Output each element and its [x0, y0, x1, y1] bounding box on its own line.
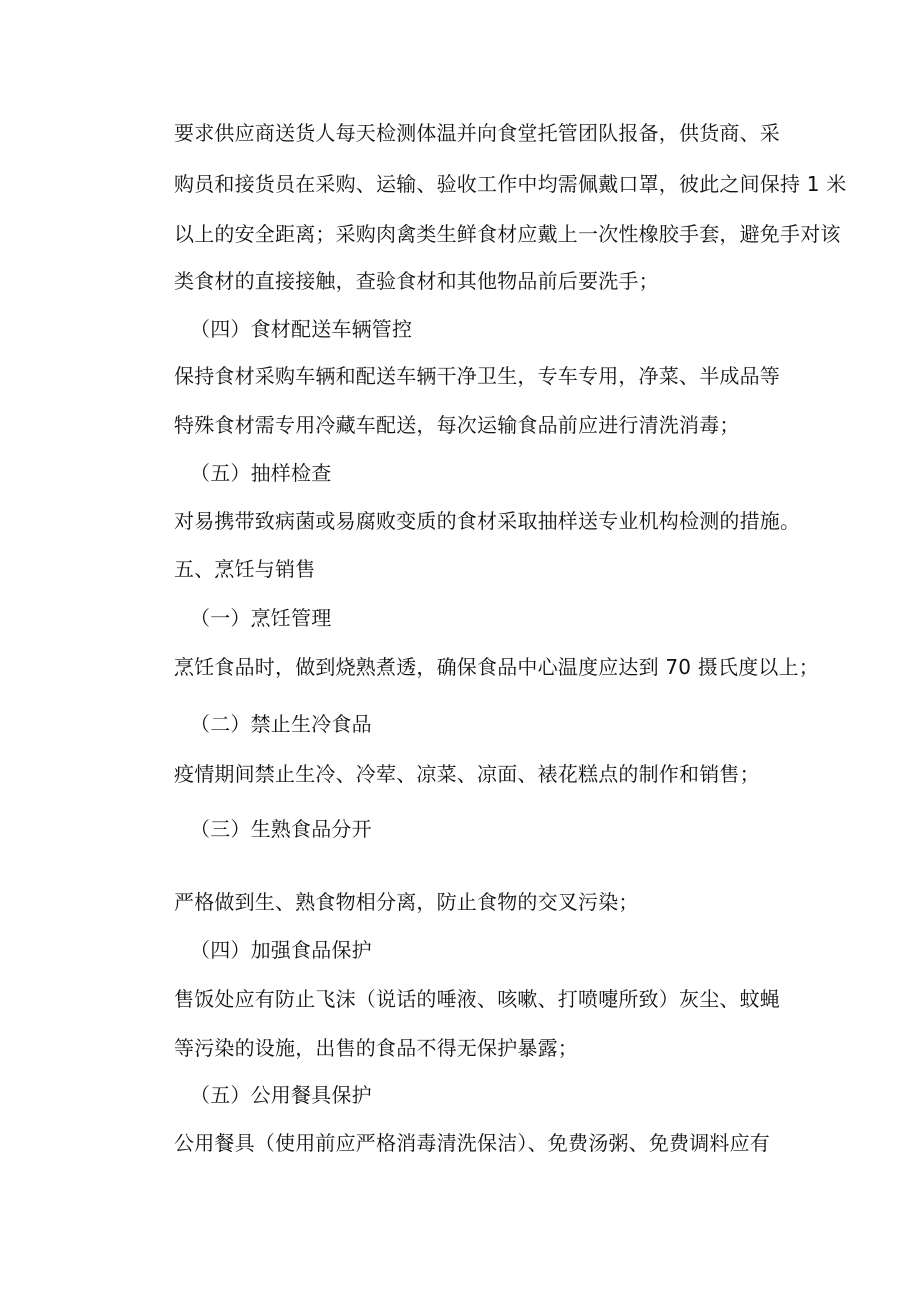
section-heading: 五、烹饪与销售: [174, 557, 316, 581]
subheading-food-protection: （四）加强食品保护: [190, 938, 372, 962]
subheading-utensil-protection: （五）公用餐具保护: [190, 1083, 372, 1107]
subheading-vehicle-control: （四）食材配送车辆管控: [190, 317, 413, 341]
paragraph-line: 保持食材采购车辆和配送车辆干净卫生，专车专用，净菜、半成品等: [174, 364, 780, 388]
subheading-raw-cooked-separate: （三）生熟食品分开: [190, 817, 372, 841]
paragraph-line: 要求供应商送货人每天检测体温并向食堂托管团队报备，供货商、采: [174, 121, 780, 145]
paragraph-line: 对易携带致病菌或易腐败变质的食材采取抽样送专业机构检测的措施。: [174, 509, 801, 533]
paragraph-line: 购员和接货员在采购、运输、验收工作中均需佩戴口罩，彼此之间保持 1 米: [174, 172, 847, 196]
subheading-cooking: （一）烹饪管理: [190, 606, 332, 630]
subheading-no-cold-food: （二）禁止生冷食品: [190, 712, 372, 736]
paragraph-line: 特殊食材需专用冷藏车配送，每次运输食品前应进行清洗消毒；: [174, 413, 740, 437]
paragraph-line: 等污染的设施，出售的食品不得无保护暴露；: [174, 1036, 578, 1060]
paragraph-line: 以上的安全距离；采购肉禽类生鲜食材应戴上一次性橡胶手套，避免手对该: [174, 222, 841, 246]
paragraph-line: 公用餐具（使用前应严格消毒清洗保洁）、免费汤粥、免费调料应有: [174, 1131, 770, 1155]
paragraph-line: 类食材的直接接触，查验食材和其他物品前后要洗手；: [174, 269, 659, 293]
paragraph-line: 严格做到生、熟食物相分离，防止食物的交叉污染；: [174, 890, 639, 914]
paragraph-line: 疫情期间禁止生冷、冷荤、凉菜、凉面、裱花糕点的制作和销售；: [174, 762, 760, 786]
paragraph-line: 售饭处应有防止飞沫（说话的唾液、咳嗽、打喷嚏所致）灰尘、蚊蝇: [174, 987, 780, 1011]
subheading-sampling: （五）抽样检查: [190, 461, 332, 485]
paragraph-line: 烹饪食品时，做到烧熟煮透，确保食品中心温度应达到 70 摄氏度以上；: [174, 655, 819, 679]
